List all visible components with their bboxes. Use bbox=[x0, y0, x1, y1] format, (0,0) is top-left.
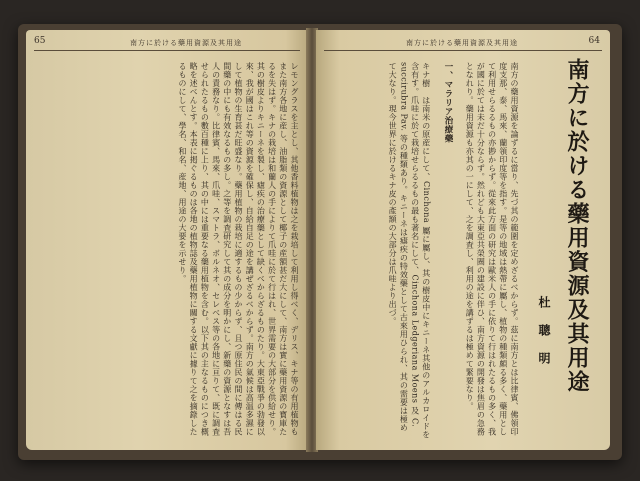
right-header-rule bbox=[324, 50, 602, 51]
article-title-block bbox=[524, 58, 604, 438]
right-page bbox=[316, 30, 610, 450]
right-body-text bbox=[322, 62, 520, 440]
right-running-header: 南方に於ける藥用資源及其用途 bbox=[406, 39, 518, 47]
paragraph-gap bbox=[432, 62, 442, 440]
left-page bbox=[26, 30, 308, 450]
section-heading: 一、マラリア治療藥 bbox=[442, 62, 453, 143]
article-title: 南方に於ける藥用資源及其用途 bbox=[564, 58, 590, 394]
left-page-number: 65 bbox=[34, 36, 46, 46]
intro-paragraph: 南方の藥用資源を論ずるに當り、先づ其の範圍を定めざるべからず。茲に南方とは比律賓、佛領印度支那、泰、馬來、蘭領印度等を指す。是等の地域は熱帶に屬し、植物の種類頗る多く、藥用として利用せらるるもの亦尠からず。從來此方面の研究は歐米人の手に依りて行はれたるもの多く、我が國に於ては未だ十分ならず。然れども大東亞共榮圈の建設に伴ひ、南方資源の開發は焦眉の急務となれり。藥用資源も亦其の一にして、之を調査し、利用の途を講ずるは極めて緊要なり。 bbox=[465, 62, 519, 436]
article-author: 杜聰明 bbox=[537, 296, 551, 380]
left-running-header: 南方に於ける藥用資源及其用途 bbox=[130, 39, 242, 47]
section-paragraph: キナ樹 は南米の原産にして、Cinchona 屬に屬し、其の樹皮中にキニーネ其他のアルカロイドを含有す。爪哇に於て栽培せらるるもの最も著名にして、Cinchona Ledgeriana Moens 及 C. succirubra Pav. 等の種類あり。キニーネは瘧疾の特效藥として古來用ひられ、其の需要は極めて大なり。現今世界に於けるキナ皮の產額の大部分は爪哇より出づ。 bbox=[388, 62, 431, 439]
paragraph-gap bbox=[454, 62, 464, 440]
right-page-number: 64 bbox=[588, 36, 600, 46]
left-header-rule bbox=[34, 50, 300, 51]
left-body-text: レモングラスを主とし、其他香料植物は之を栽培して利用し得べく、デリス、キナ等の有用植物もまた南方各地に産し、油脂類の資源として椰子の産額甚だ大にして、南方は實に藥用資源の寶庫たるを失はず。キナの栽培は和蘭人の手によりて爪哇に於て行はれ、世界需要の大部分を供給せり。其の樹皮よりキニーネを製し、瘧疾の治療藥として缺くべからざるものたり。大東亞戰爭の勃發以來、我が國はこれ等の資源を確保し、自給自足の途を講ぜざるべからず。南方の氣候は高温多濕にして植物の生育甚だ旺盛なり。藥用植物の栽培に適するもの少からず、且つ原住民の間に傳はる民間藥の中にも有效なるもの多し。之等を調査研究して其の成分を明かにし、新藥の資源となすは吾人の責務なり。比律賓、馬來、爪哇、スマトラ、ボルネオ、セレベス等の各地に亘りて、既に調査せられたるもの數百種に上り、其の中には重要なる藥用植物を含む。以下其の主なるものにつき概略を述べんとす。本表に掲ぐるものは各地の植物誌及藥用植物に關する文獻に據りて之を摘錄したるものにして、學名、和名、産地、用途の大要を示せり。 bbox=[177, 62, 299, 436]
